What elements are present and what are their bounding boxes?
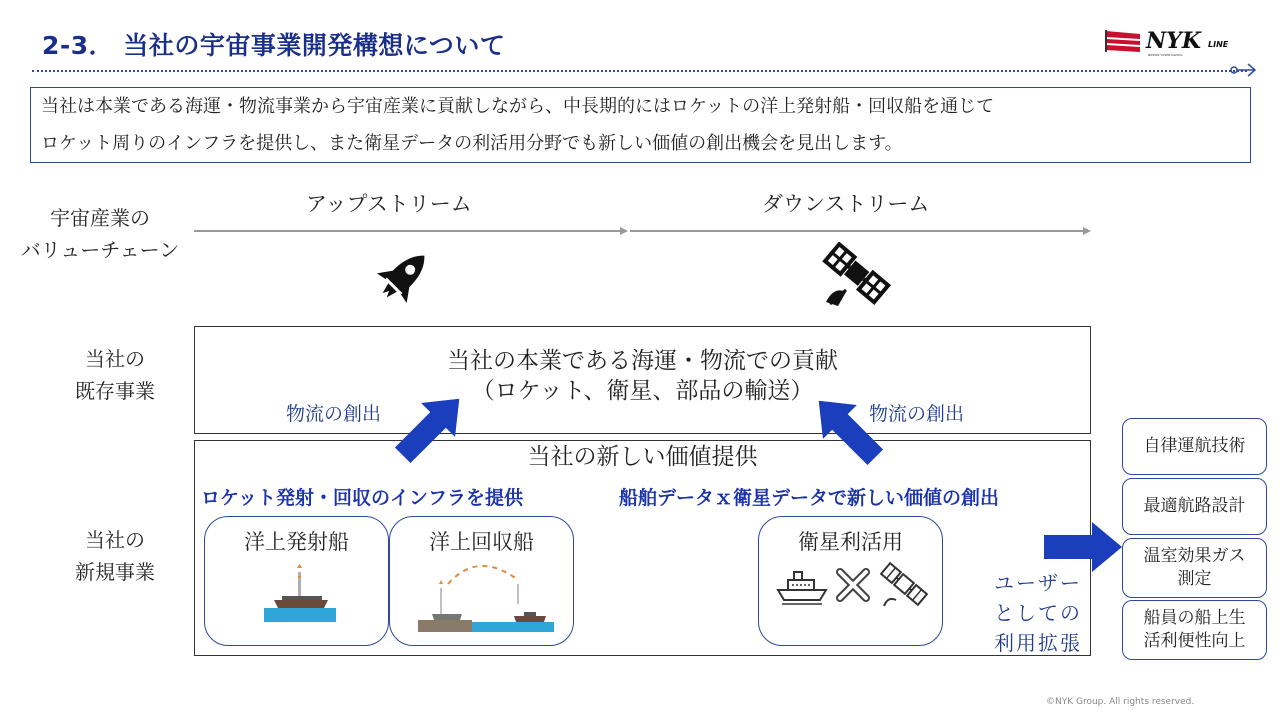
existing-main-line2: （ロケット、衛星、部品の輸送） [471,378,814,404]
divider-arrow-icon [1224,62,1258,80]
satellite-use-title: 衛星利活用 [798,530,903,554]
existing-business-text [194,346,1091,406]
application-ghg-measurement [1122,538,1267,598]
up-right-arrow-icon [390,388,472,466]
application-route-optimization [1122,478,1267,535]
up-left-arrow-icon [806,390,888,468]
application-line: 船員の船上生 [1143,608,1246,628]
existing-business-label [40,343,190,407]
intro-line-1: 当社は本業である海運・物流事業から宇宙産業に貢献しながら、中長期的にはロケットの洋上発射船・回収船を通じて [41,96,995,117]
user-ext-line1: ユーザー [994,571,1082,595]
new-business-label [40,524,190,588]
existing-label-line1: 当社の [85,347,145,371]
existing-main-line1: 当社の本業である海運・物流での貢献 [447,348,838,374]
rocket-icon [366,244,436,314]
user-ext-line3: 利用拡張 [994,631,1082,655]
right-arrow-icon [1044,520,1124,574]
recovery-ship-illustration [418,558,558,634]
application-line: 活利便性向上 [1143,631,1246,651]
application-crew-convenience [1122,600,1267,660]
header-divider [32,70,1247,72]
existing-label-line2: 既存事業 [75,379,155,403]
recovery-ship-title: 洋上回収船 [429,530,534,554]
cross-icon [836,568,870,602]
new-label-line2: 新規事業 [75,560,155,584]
logo-text: NYK [1146,28,1201,54]
application-autonomous-navigation [1122,418,1267,475]
logo-sub: LINE [1208,40,1229,49]
application-line: 測定 [1177,569,1212,589]
new-label-line1: 当社の [85,528,145,552]
left-heading: ロケット発射・回収のインフラを提供 [201,487,524,509]
application-line: 最適航路設計 [1143,496,1246,516]
value-chain-arrow [190,224,1095,238]
logistics-label-left: 物流の創出 [286,403,382,425]
launch-ship-title: 洋上発射船 [244,530,349,554]
application-line: 自律運航技術 [1143,436,1246,456]
value-chain-label-line1: 宇宙産業の [50,206,150,230]
nyk-logo [1104,28,1250,56]
logo-tagline: NIPPON YUSEN KAISHA [1148,53,1183,57]
ship-icon [774,566,830,606]
value-chain-label [8,202,192,266]
downstream-label: ダウンストリーム [762,192,930,216]
small-satellite-icon [878,562,930,610]
launch-ship-illustration [262,564,338,624]
intro-box [30,87,1251,163]
page-title: 2-3． 当社の宇宙事業開発構想について [42,31,506,60]
right-heading: 船舶データｘ衛星データで新しい価値の創出 [619,487,1000,509]
value-chain-label-line2: バリューチェーン [20,238,180,262]
upstream-label: アップストリーム [306,192,472,216]
application-line: 温室効果ガス [1143,546,1246,566]
user-extension-text [985,568,1091,658]
logistics-label-right: 物流の創出 [869,403,965,425]
intro-line-2: ロケット周りのインフラを提供し、また衛星データの利活用分野でも新しい価値の創出機会を見出します。 [41,133,903,154]
new-business-title: 当社の新しい価値提供 [527,444,758,470]
satellite-icon [820,242,892,312]
user-ext-line2: としての [994,601,1082,625]
copyright: ©NYK Group. All rights reserved. [1046,697,1195,707]
